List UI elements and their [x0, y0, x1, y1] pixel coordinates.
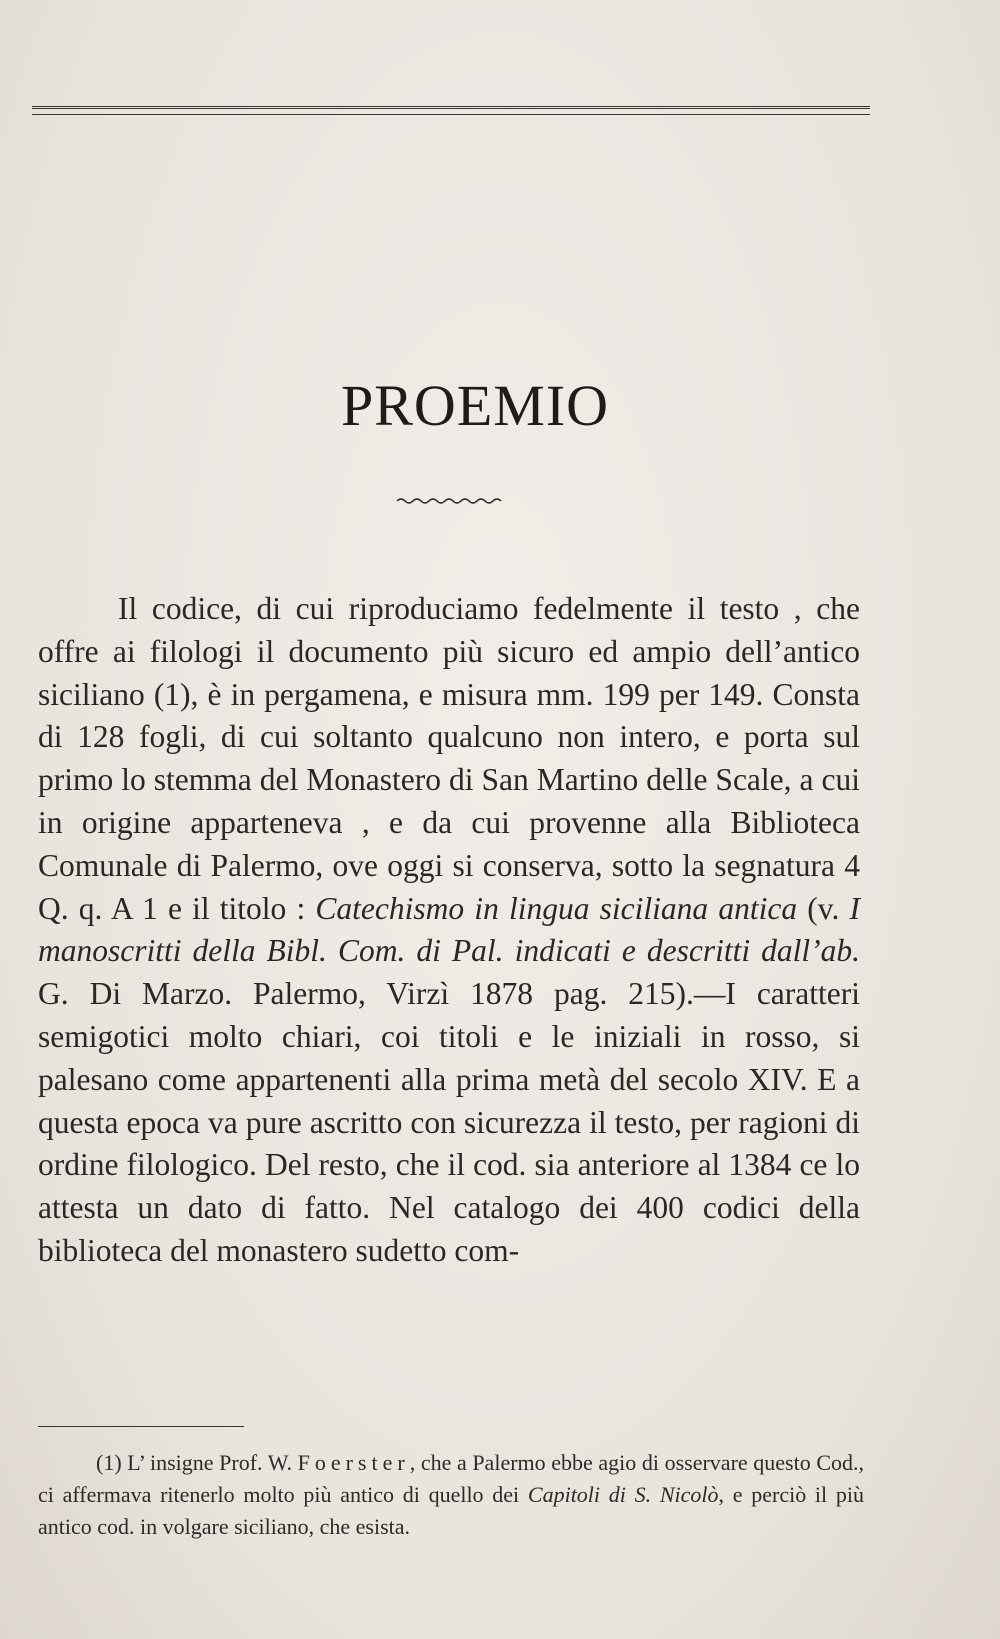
text-run: G. Di Marzo. Palermo, Virzì 1878 pag. 215).—I caratteri semigotici molto chiari, coi titoli e le iniziali in rosso, si palesano come appartenenti alla prima metà del secolo XIV. E a questa epoca va pure ascritto con sicurezza il testo, per ragioni di ordine filologico. Del resto, che il cod. sia anteriore al 1384 ce lo attesta un dato di fatto. Nel catalogo dei 400 codici della biblioteca del monastero sudetto com- [38, 976, 860, 1268]
header-rule [32, 106, 870, 113]
text-run: (1) L’ insigne Prof. W. [96, 1450, 298, 1475]
italic-title: Catechismo in lingua siciliana antica [315, 890, 798, 926]
italic-citation: I manoscritti della Bibl. Com. di Pal. indicati e descritti dall’ab. [38, 890, 860, 969]
footnote [38, 1447, 864, 1543]
italic-title: Capitoli di S. Nicolò [527, 1482, 719, 1507]
main-text [38, 588, 860, 1273]
text-run: , che a Palermo ebbe agio di osservare questo Cod., ci affermava ritenerlo molto più antico di quello dei [38, 1450, 864, 1507]
text-run: (v. [797, 890, 850, 926]
ornament-divider [395, 495, 505, 507]
text-run: Il codice, di cui riproduciamo fedelmente il testo , che offre ai filologi il documento più sicuro ed ampio dell’antico siciliano (1), è in pergamena, e misura mm. 199 per 149. Consta di 128 fogli, di cui soltanto qualcuno non intero, e porta sul primo lo stemma del Monastero di San Martino delle Scale, a cui in origine apparteneva , e da cui provenne alla Biblioteca Comunale di Palermo, ove oggi si conserva, sotto la segnatura 4 Q. q. A 1 e il titolo : [38, 591, 860, 926]
footnote-rule [38, 1426, 244, 1427]
text-run: , e perciò il più antico cod. in volgare siciliano, che esista. [38, 1482, 864, 1539]
paragraph [38, 588, 860, 1273]
page-title: PROEMIO [340, 373, 610, 438]
footnote-paragraph [38, 1447, 864, 1543]
spaced-name: Foerster [297, 1450, 410, 1475]
